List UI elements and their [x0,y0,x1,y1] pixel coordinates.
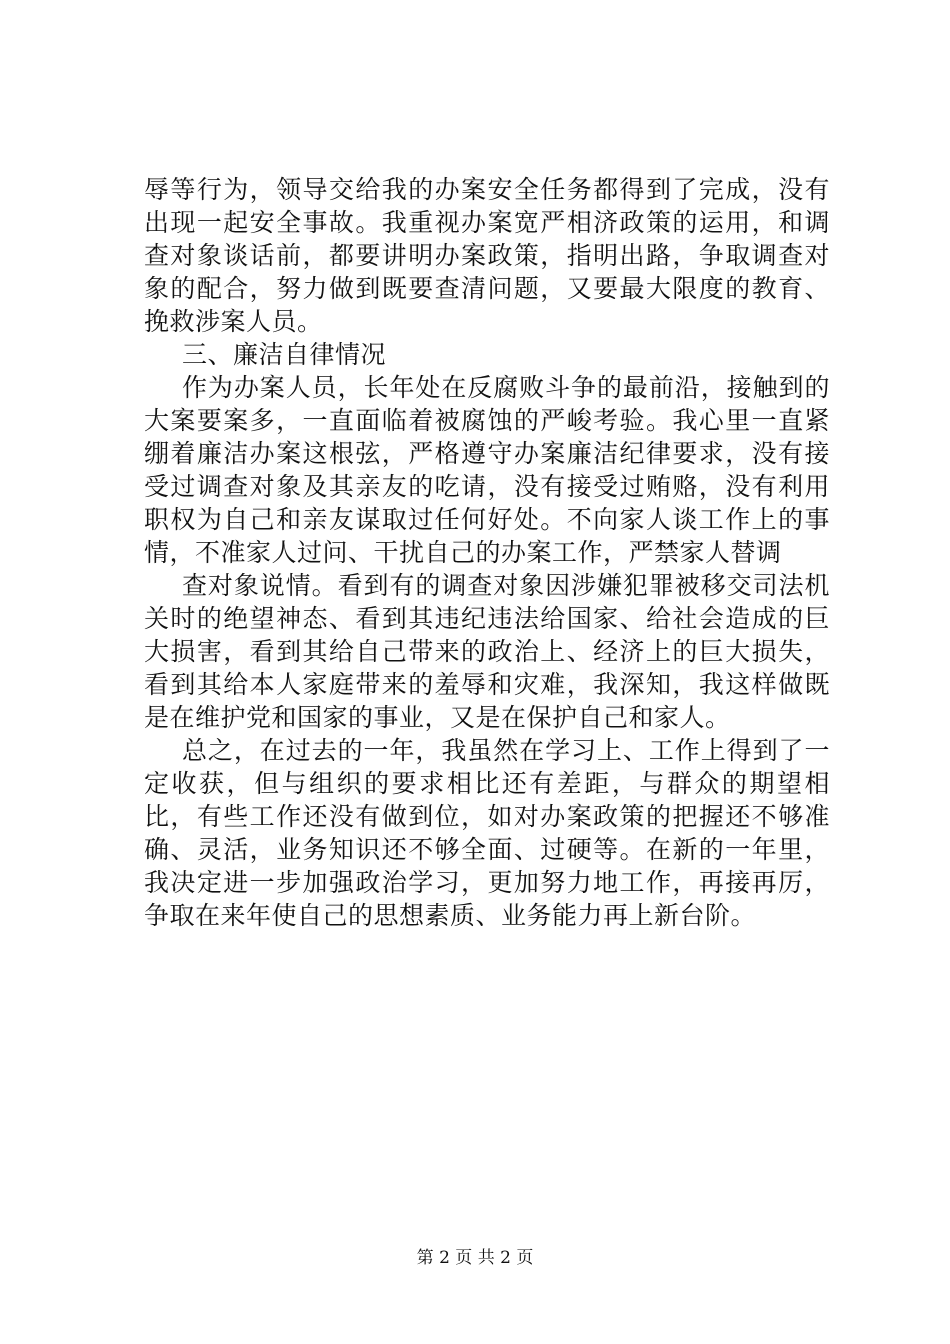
paragraph-conclusion: 总之，在过去的一年，我虽然在学习上、工作上得到了一定收获，但与组织的要求相比还有差距，与群众的期望相比，有些工作还没有做到位，如对办案政策的把握还不够准确、灵活，业务知识还不够全面、过硬等。在新的一年里，我决定进一步加强政治学习，更加努力地工作，再接再厉，争取在来年使自己的思想素质、业务能力再上新台阶。 [144,736,830,930]
paragraph-1: 辱等行为，领导交给我的办案安全任务都得到了完成，没有出现一起安全事故。我重视办案宽严相济政策的运用，和调查对象谈话前，都要讲明办案政策，指明出路，争取调查对象的配合，努力做到既要查清问题，又要最大限度的教育、挽救涉案人员。 [144,175,830,336]
page-number-footer: 第 2 页 共 2 页 [416,1248,534,1268]
paragraph-3: 查对象说情。看到有的调查对象因涉嫌犯罪被移交司法机关时的绝望神态、看到其违纪违法给国家、给社会造成的巨大损害，看到其给自己带来的政治上、经济上的巨大损失，看到其给本人家庭带来的羞辱和灾难，我深知，我这样做既是在维护党和国家的事业，又是在保护自己和家人。 [144,571,830,732]
section-heading-integrity: 三、廉洁自律情况 [182,340,387,369]
document-body [144,173,830,932]
paragraph-2: 作为办案人员，长年处在反腐败斗争的最前沿，接触到的大案要案多，一直面临着被腐蚀的严峻考验。我心里一直紧绷着廉洁办案这根弦，严格遵守办案廉洁纪律要求，没有接受过调查对象及其亲友的吃请，没有接受过贿赂，没有利用职权为自己和亲友谋取过任何好处。不向家人谈工作上的事情，不准家人过问、干扰自己的办案工作，严禁家人替调 [144,373,830,567]
